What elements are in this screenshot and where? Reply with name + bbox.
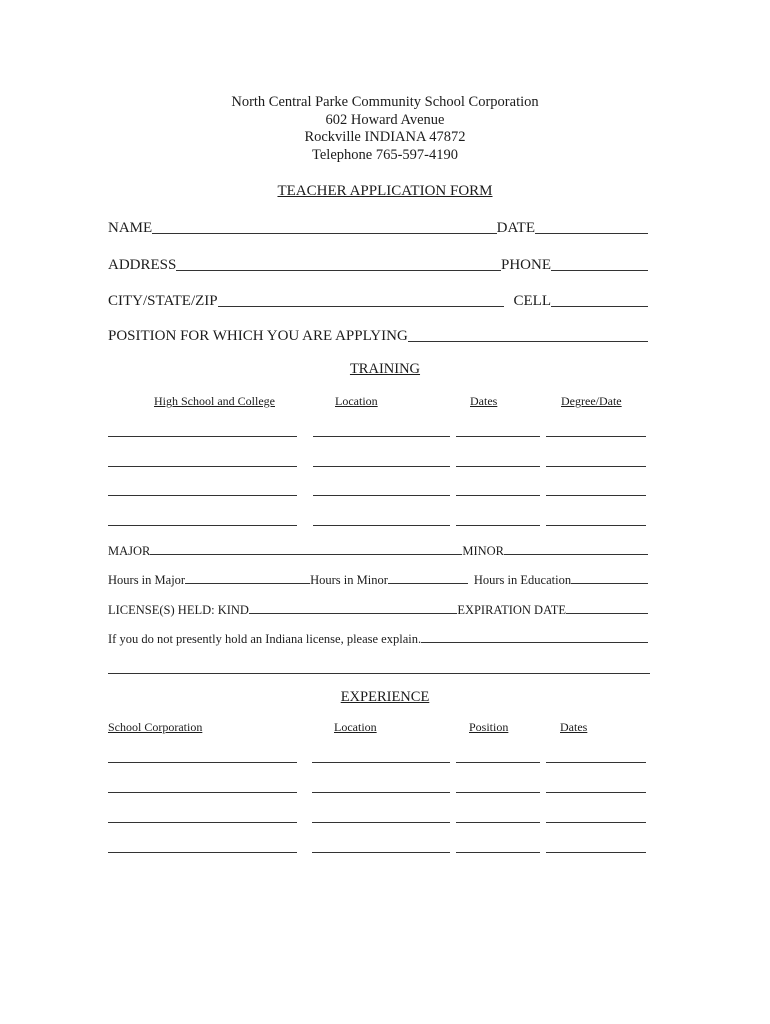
experience-row-3-position[interactable] [456,822,540,823]
training-row-4-location[interactable] [313,525,450,526]
training-row-2-degree[interactable] [546,466,646,467]
position-label: POSITION FOR WHICH YOU ARE APPLYING [108,328,408,344]
phone-field[interactable] [551,269,648,271]
form-title: TEACHER APPLICATION FORM [277,183,493,199]
minor-field[interactable] [504,553,648,555]
experience-row-1-school[interactable] [108,762,297,763]
license-explain-row [108,628,648,646]
training-title: TRAINING [349,361,421,377]
major-label: MAJOR [108,543,151,558]
experience-title: EXPERIENCE [340,689,430,705]
training-row-4-dates[interactable] [456,525,540,526]
license-explain-field[interactable] [421,641,648,643]
city-cell-row [108,288,648,310]
training-row-4-degree[interactable] [546,525,646,526]
experience-row-4-dates[interactable] [546,852,646,853]
phone-label: PHONE [500,257,551,273]
expiration-field[interactable] [566,612,648,614]
org-street: 602 Howard Avenue [325,111,445,128]
hours-major-label: Hours in Major [108,572,186,587]
training-col-location: Location [335,394,378,408]
license-kind-label: LICENSE(S) HELD: KIND [108,602,249,617]
training-row-1-location[interactable] [313,436,450,437]
license-explain-line-2[interactable] [108,673,650,674]
training-row-1-dates[interactable] [456,436,540,437]
hours-row [108,569,648,587]
training-row-2-school[interactable] [108,466,297,467]
hours-education-field[interactable] [571,582,648,584]
experience-row-4-position[interactable] [456,852,540,853]
hours-education-label: Hours in Education [473,572,572,587]
address-field[interactable] [176,269,501,271]
training-row-2-dates[interactable] [456,466,540,467]
date-label: DATE [496,220,535,236]
address-phone-row [108,252,648,274]
experience-row-4-location[interactable] [312,852,450,853]
experience-row-3-school[interactable] [108,822,297,823]
position-row [108,323,648,345]
city-state-zip-label: CITY/STATE/ZIP [108,293,218,309]
city-state-zip-field[interactable] [218,305,504,307]
experience-row-2-school[interactable] [108,792,297,793]
training-row-3-dates[interactable] [456,495,540,496]
training-col-school: High School and College [154,394,275,408]
major-field[interactable] [150,553,462,555]
name-label: NAME [108,220,153,236]
license-row [108,599,648,617]
license-explain-label: If you do not presently hold an Indiana license, please explain. [108,631,422,646]
training-row-2-location[interactable] [313,466,450,467]
org-name: North Central Parke Community School Corporation [231,94,539,110]
org-city: Rockville INDIANA 47872 [304,129,466,145]
training-col-dates: Dates [470,394,498,408]
hours-minor-field[interactable] [388,582,468,584]
experience-col-position: Position [469,720,509,734]
name-field[interactable] [152,232,497,234]
position-field[interactable] [408,340,648,342]
date-field[interactable] [535,232,648,234]
hours-major-field[interactable] [185,582,310,584]
experience-row-2-dates[interactable] [546,792,646,793]
experience-section-title-wrap [0,689,770,706]
cell-label: CELL [513,293,551,309]
name-date-row [108,215,648,237]
letterhead [0,94,770,164]
experience-row-3-dates[interactable] [546,822,646,823]
experience-row-1-position[interactable] [456,762,540,763]
experience-row-3-location[interactable] [312,822,450,823]
training-col-degree: Degree/Date [561,394,622,408]
training-row-3-location[interactable] [313,495,450,496]
experience-row-1-location[interactable] [312,762,450,763]
experience-row-2-location[interactable] [312,792,450,793]
form-title-wrap [0,183,770,200]
org-phone: Telephone 765-597-4190 [312,146,458,163]
experience-row-1-dates[interactable] [546,762,646,763]
training-row-4-school[interactable] [108,525,297,526]
experience-col-dates: Dates [560,720,588,734]
training-row-3-school[interactable] [108,495,297,496]
cell-field[interactable] [551,305,648,307]
minor-label: MINOR [462,543,504,558]
hours-minor-label: Hours in Minor [310,572,388,587]
license-kind-field[interactable] [249,612,457,614]
experience-col-location: Location [334,720,377,734]
experience-col-school: School Corporation [108,720,203,734]
expiration-label: EXPIRATION DATE [457,602,566,617]
major-minor-row [108,540,648,558]
experience-row-4-school[interactable] [108,852,297,853]
address-label: ADDRESS [108,257,177,273]
training-section-title-wrap [0,361,770,378]
training-row-1-school[interactable] [108,436,297,437]
training-row-1-degree[interactable] [546,436,646,437]
training-row-3-degree[interactable] [546,495,646,496]
experience-row-2-position[interactable] [456,792,540,793]
